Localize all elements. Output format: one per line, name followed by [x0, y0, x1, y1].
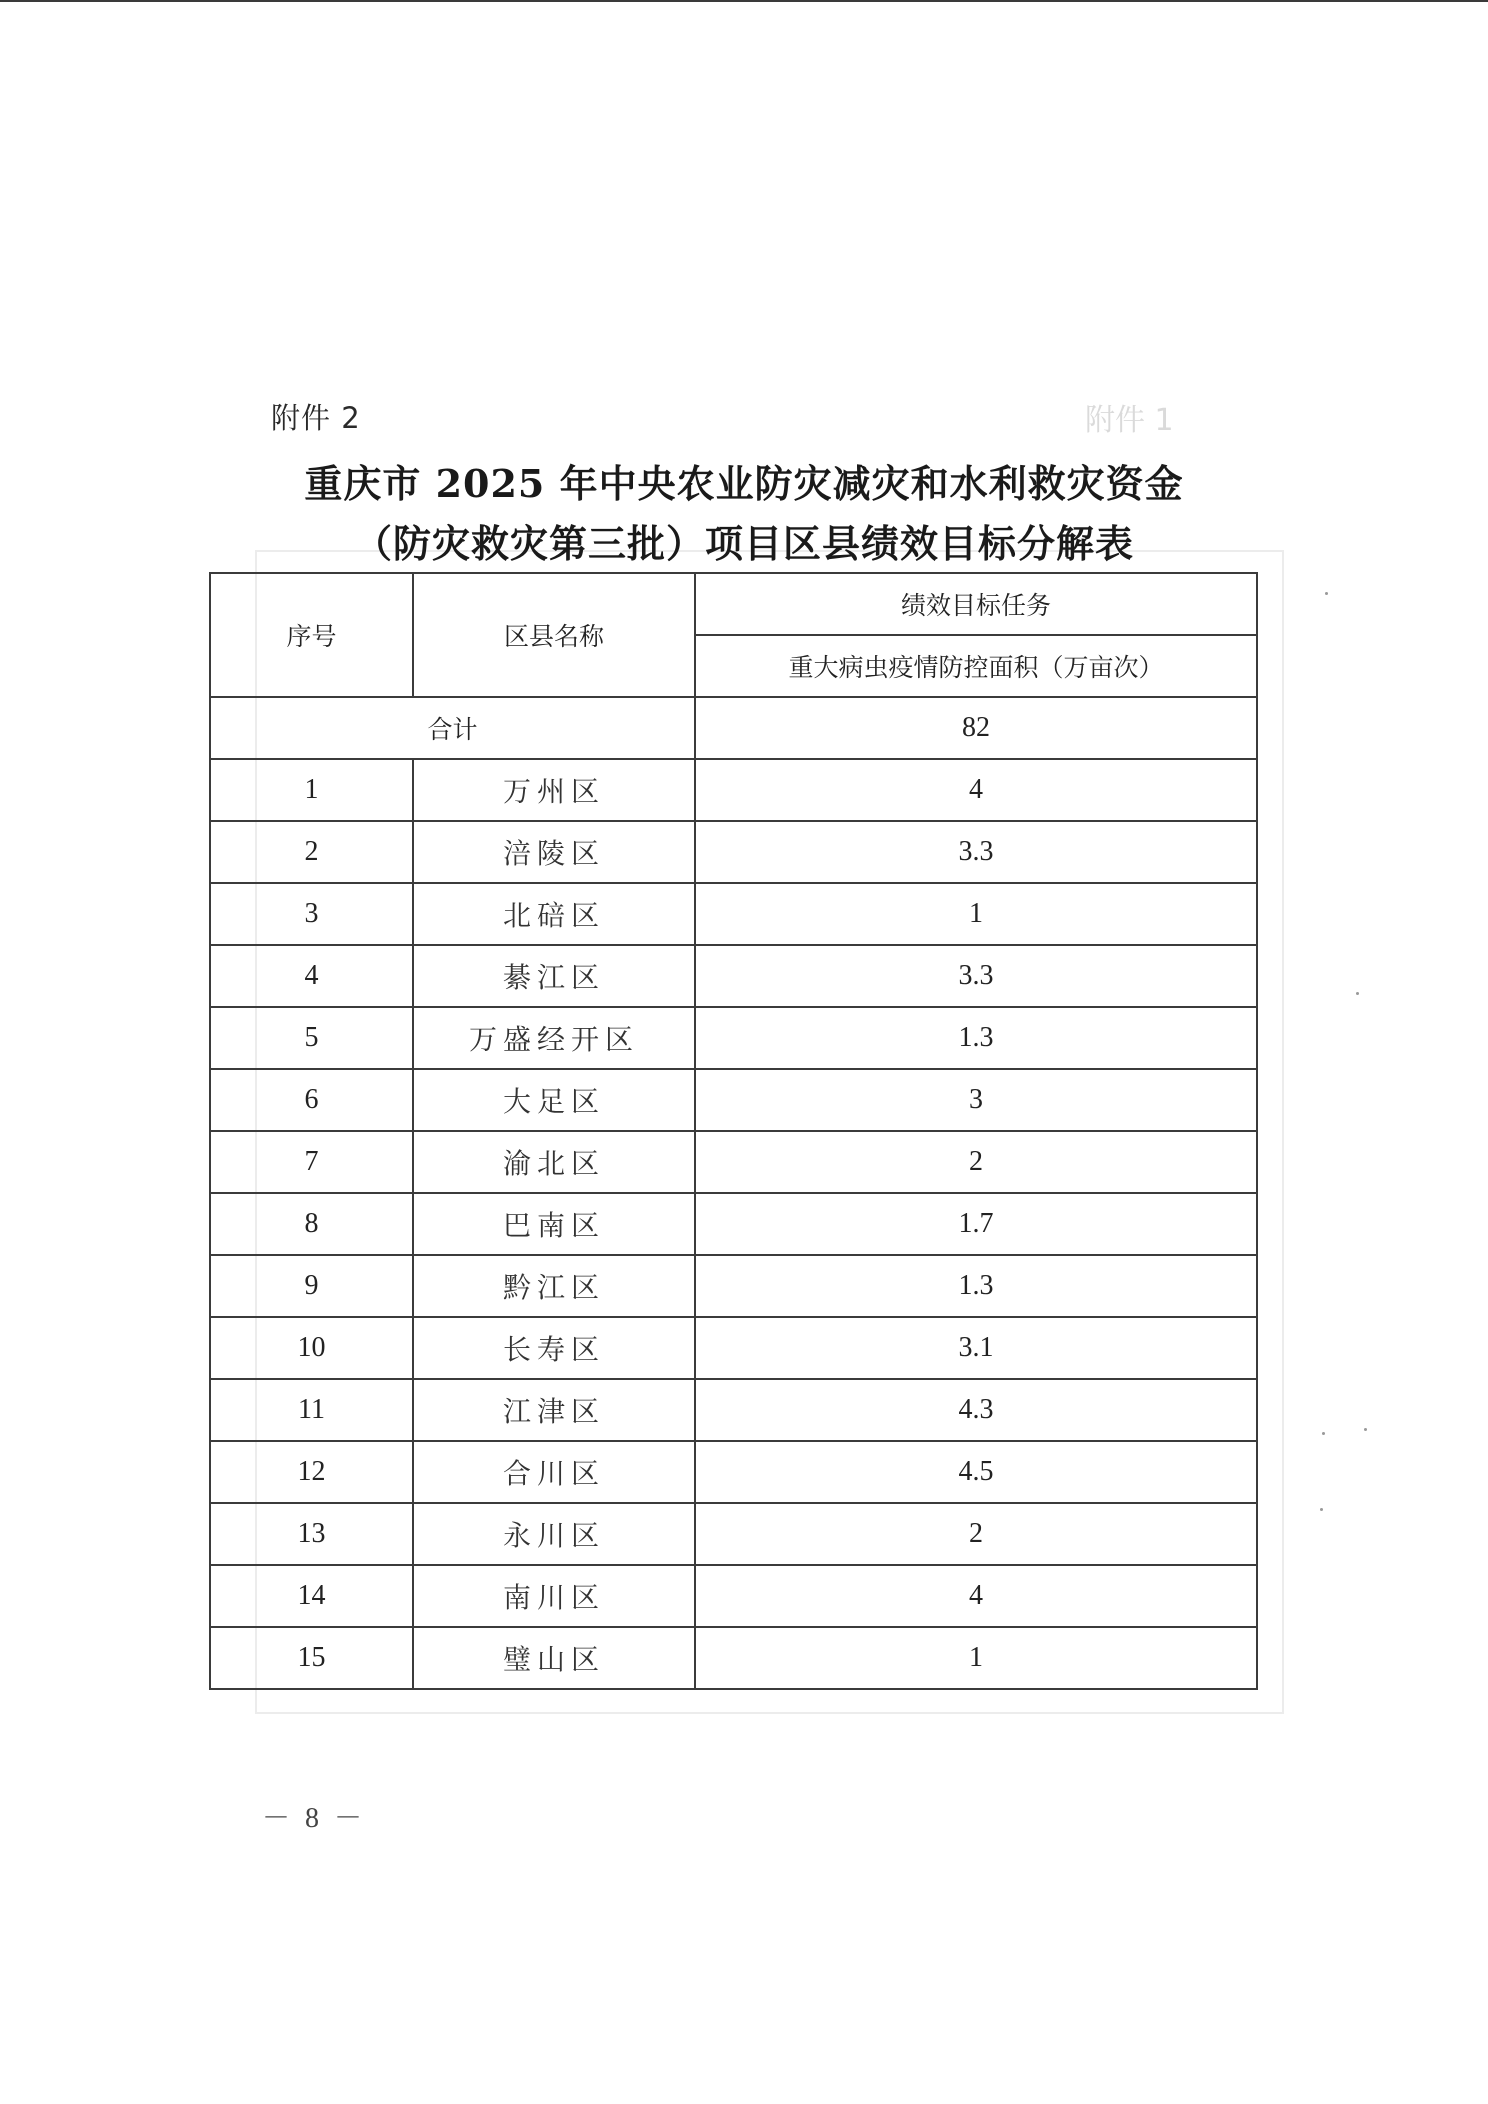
header-goal-metric: 重大病虫疫情防控面积（万亩次）	[695, 635, 1257, 697]
table-row	[210, 1317, 1257, 1379]
scan-edge	[0, 0, 1488, 2]
row-index: 11	[210, 1379, 413, 1441]
row-index: 2	[210, 821, 413, 883]
row-district: 长寿区	[413, 1317, 695, 1379]
row-district: 南川区	[413, 1565, 695, 1627]
header-district: 区县名称	[413, 573, 695, 697]
scan-speck	[1356, 992, 1359, 995]
row-value: 1.3	[695, 1255, 1257, 1317]
table-row	[210, 1627, 1257, 1689]
document-title-line1: 重庆市 2025 年中央农业防灾减灾和水利救灾资金	[304, 461, 1184, 506]
row-district: 涪陵区	[413, 821, 695, 883]
row-value: 4.5	[695, 1441, 1257, 1503]
table-row	[210, 1007, 1257, 1069]
row-index: 15	[210, 1627, 413, 1689]
row-value: 1	[695, 883, 1257, 945]
page-number: － 8 －	[262, 1803, 367, 1834]
header-index: 序号	[210, 573, 413, 697]
row-district: 万盛经开区	[413, 1007, 695, 1069]
total-value: 82	[695, 697, 1257, 759]
row-index: 1	[210, 759, 413, 821]
row-value: 4	[695, 759, 1257, 821]
scan-speck	[1320, 1508, 1323, 1511]
document-title-line2: （防灾救灾第三批）项目区县绩效目标分解表	[353, 521, 1134, 566]
row-index: 3	[210, 883, 413, 945]
row-value: 2	[695, 1503, 1257, 1565]
table-row	[210, 1255, 1257, 1317]
row-district: 江津区	[413, 1379, 695, 1441]
row-value: 4.3	[695, 1379, 1257, 1441]
row-value: 3.3	[695, 821, 1257, 883]
row-district: 大足区	[413, 1069, 695, 1131]
row-district: 北碚区	[413, 883, 695, 945]
row-value: 1	[695, 1627, 1257, 1689]
header-goal-group: 绩效目标任务	[695, 573, 1257, 635]
row-value: 3.1	[695, 1317, 1257, 1379]
row-district: 黔江区	[413, 1255, 695, 1317]
row-value: 4	[695, 1565, 1257, 1627]
row-index: 13	[210, 1503, 413, 1565]
row-index: 9	[210, 1255, 413, 1317]
table-row	[210, 821, 1257, 883]
table-row	[210, 1441, 1257, 1503]
row-index: 7	[210, 1131, 413, 1193]
table-row	[210, 1131, 1257, 1193]
table-row	[210, 883, 1257, 945]
total-label: 合计	[210, 697, 695, 759]
row-index: 4	[210, 945, 413, 1007]
scan-speck	[1325, 592, 1328, 595]
row-value: 3	[695, 1069, 1257, 1131]
row-district: 永川区	[413, 1503, 695, 1565]
row-index: 5	[210, 1007, 413, 1069]
scan-speck	[1322, 1432, 1325, 1435]
attachment-label: 附件 2	[271, 401, 361, 435]
bleed-through-text: 附件 1	[1085, 403, 1174, 438]
row-district: 合川区	[413, 1441, 695, 1503]
row-district: 璧山区	[413, 1627, 695, 1689]
table-row	[210, 1069, 1257, 1131]
row-index: 8	[210, 1193, 413, 1255]
table-row	[210, 1503, 1257, 1565]
total-row	[210, 697, 1257, 759]
row-index: 6	[210, 1069, 413, 1131]
table-row	[210, 1565, 1257, 1627]
row-district: 渝北区	[413, 1131, 695, 1193]
table-row	[210, 945, 1257, 1007]
row-value: 2	[695, 1131, 1257, 1193]
row-district: 巴南区	[413, 1193, 695, 1255]
table-row	[210, 1379, 1257, 1441]
table-row	[210, 1193, 1257, 1255]
row-index: 12	[210, 1441, 413, 1503]
row-value: 1.7	[695, 1193, 1257, 1255]
row-index: 10	[210, 1317, 413, 1379]
row-district: 綦江区	[413, 945, 695, 1007]
row-district: 万州区	[413, 759, 695, 821]
scan-speck	[1364, 1428, 1367, 1431]
table-row	[210, 759, 1257, 821]
row-value: 1.3	[695, 1007, 1257, 1069]
row-index: 14	[210, 1565, 413, 1627]
performance-goals-table	[209, 572, 1258, 1690]
row-value: 3.3	[695, 945, 1257, 1007]
